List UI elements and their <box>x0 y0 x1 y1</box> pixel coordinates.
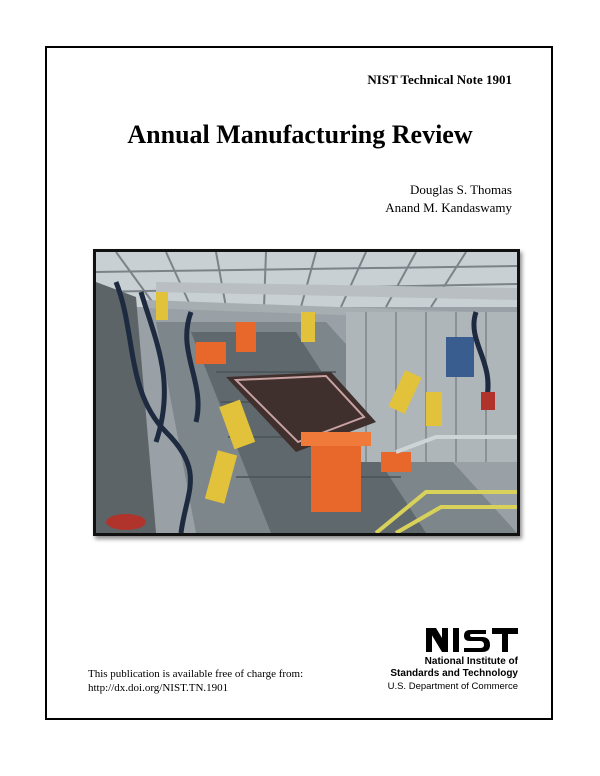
document-title: Annual Manufacturing Review <box>127 120 473 149</box>
cover-photo <box>93 249 520 536</box>
nist-logo <box>346 626 518 692</box>
report-number: NIST Technical Note 1901 <box>367 72 512 87</box>
logo-line: Standards and Technology <box>390 668 518 679</box>
logo-line: National Institute of <box>424 656 518 667</box>
doi-link[interactable]: http://dx.doi.org/NIST.TN.1901 <box>88 682 229 694</box>
availability-statement <box>88 667 303 695</box>
nist-wordmark-icon <box>426 626 518 654</box>
author-name: Douglas S. Thomas <box>410 182 512 197</box>
availability-text: This publication is available free of charge from: <box>88 668 304 680</box>
author-name: Anand M. Kandaswamy <box>385 200 512 215</box>
author-list <box>385 181 512 217</box>
logo-line: U.S. Department of Commerce <box>387 681 518 692</box>
